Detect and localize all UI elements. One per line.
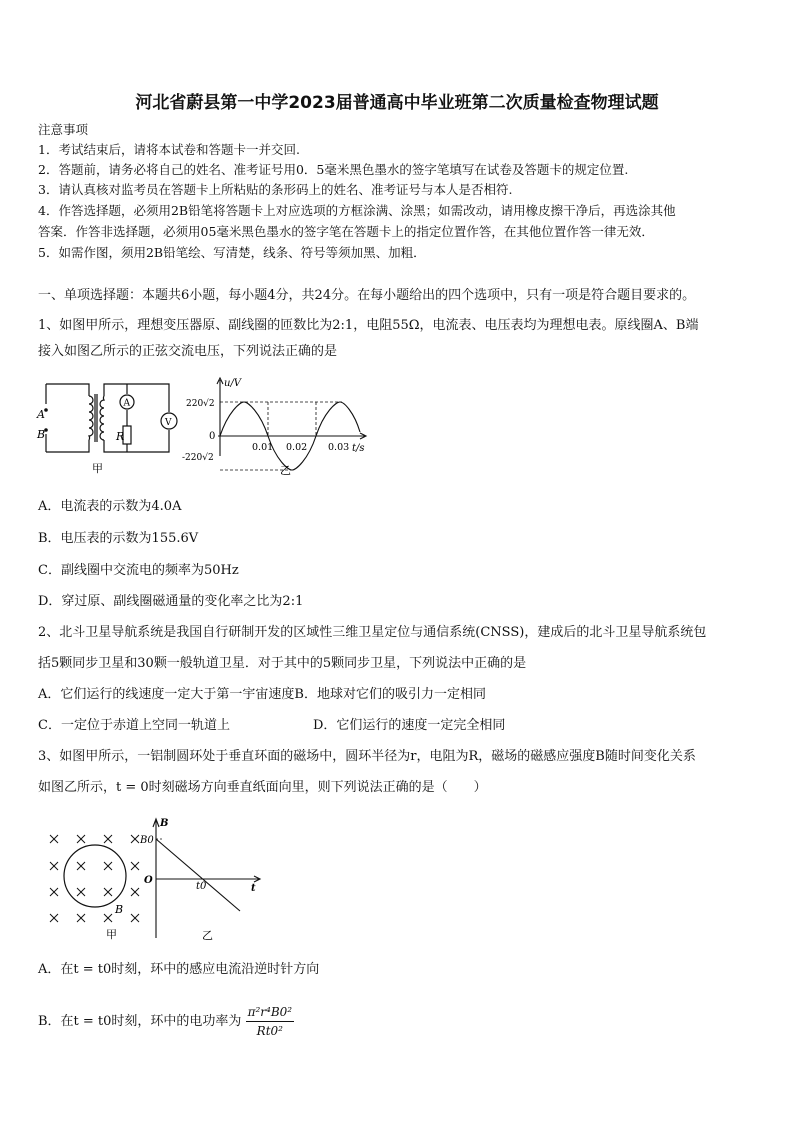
notice-item: 5．如需作图，须用2B铅笔绘、写清楚，线条、符号等须加黑、加粗． xyxy=(38,245,426,260)
q2-stem-line2: 括5颗同步卫星和30颗一般轨道卫星．对于其中的5颗同步卫星，下列说法中正确的是 xyxy=(38,656,527,671)
q2-options-ab xyxy=(38,687,486,703)
t-axis-label: t/s xyxy=(352,443,365,454)
t-axis-label: t xyxy=(251,883,256,894)
q1-stem-line1: 1、如图甲所示，理想变压器原、副线圈的匝数比为2:1，电阻55Ω，电流表、电压表均为理想电表。原线圈A、B端 xyxy=(38,318,699,333)
tick-origin: 0 xyxy=(209,431,216,442)
q1-circuit-diagram xyxy=(34,374,184,480)
q3-bt-graph xyxy=(140,815,270,943)
q1-stem-line2: 接入如图乙所示的正弦交流电压，下列说法正确的是 xyxy=(38,344,338,359)
resistor-label: R xyxy=(116,430,125,443)
b0-tick: B0 xyxy=(140,835,154,846)
t0-tick: t0 xyxy=(196,881,207,892)
fraction-numerator: π²r⁴B0² xyxy=(246,1004,295,1022)
fraction-denominator: Rt0² xyxy=(256,1024,283,1038)
notice-item: 答案．作答非选择题，必须用05毫米黑色墨水的签字笔在答题卡上的指定位置作答，在其他位置作答一律无效． xyxy=(38,224,654,239)
q2-option-d: D．它们运行的速度一定完全相同 xyxy=(313,718,506,733)
q2-option-c: C．一定位于赤道上空同一轨道上 xyxy=(38,718,230,733)
q1-option-d: D．穿过原、副线圈磁通量的变化率之比为2:1 xyxy=(38,594,304,609)
notice-item: 3．请认真核对监考员在答题卡上所粘贴的条形码上的姓名、准考证号与本人是否相符. xyxy=(38,182,513,197)
tick-neg-peak: -220√2 xyxy=(182,453,214,463)
q1-voltage-graph xyxy=(182,374,372,480)
page-title: 河北省蔚县第一中学2023届普通高中毕业班第二次质量检查物理试题 xyxy=(135,93,659,113)
figure-jia-label: 甲 xyxy=(106,928,117,941)
terminal-b-label: B xyxy=(37,428,46,441)
figure-yi-label: 乙 xyxy=(202,929,213,942)
section-heading: 一、单项选择题：本题共6小题，每小题4分，共24分。在每小题给出的四个选项中，只有一项是符合题目要求的。 xyxy=(38,288,696,303)
figure-jia-label: 甲 xyxy=(92,462,103,475)
q3-stem-line1: 3、如图甲所示，一铝制圆环处于垂直环面的磁场中，圆环半径为r，电阻为R，磁场的磁感应强度B随时间变化关系 xyxy=(38,749,696,764)
q3-option-b-text: B．在t = t0时刻，环中的电功率为 xyxy=(38,1014,242,1029)
origin-label: O xyxy=(144,875,153,886)
q3-stem-line2: 如图乙所示，t = 0时刻磁场方向垂直纸面向里，则下列说法正确的是（ ） xyxy=(38,780,487,795)
aluminum-ring xyxy=(64,845,126,907)
tick-0-02: 0.02 xyxy=(286,442,308,453)
tick-pos-peak: 220√2 xyxy=(186,399,215,409)
q2-stem-line1: 2、北斗卫星导航系统是我国自行研制开发的区域性三维卫星定位与通信系统(CNSS)，建成后的北斗卫星导航系统包 xyxy=(38,625,707,640)
notice-heading: 注意事项 xyxy=(38,122,89,137)
ring-b-label: B xyxy=(115,903,124,916)
power-fraction xyxy=(246,1004,295,1039)
notice-item: 1．考试结束后，请将本试卷和答题卡一并交回. xyxy=(38,142,300,157)
terminal-a-label: A xyxy=(37,408,45,421)
tick-0-01: 0.01 xyxy=(252,442,274,453)
voltmeter-label: V xyxy=(165,418,172,428)
q1-option-b: B．电压表的示数为155.6V xyxy=(38,531,199,546)
q3-option-a: A．在t = t0时刻，环中的感应电流沿逆时针方向 xyxy=(38,962,320,977)
q2-option-b: B．地球对它们的吸引力一定相同 xyxy=(294,687,486,702)
notice-item: 2．答题前，请务必将自己的姓名、准考证号用0．5毫米黑色墨水的签字笔填写在试卷及答题卡的规定位置. xyxy=(38,162,629,177)
q1-option-a: A．电流表的示数为4.0A xyxy=(38,499,182,514)
b-axis-label: B xyxy=(160,818,169,829)
q3-option-b xyxy=(38,1004,294,1039)
q2-option-a: A．它们运行的线速度一定大于第一宇宙速度 xyxy=(38,687,295,702)
q1-option-c: C．副线圈中交流电的频率为50Hz xyxy=(38,563,239,578)
figure-yi-label: 乙 xyxy=(280,464,291,477)
notice-item: 4．作答选择题，必须用2B铅笔将答题卡上对应选项的方框涂满、涂黑；如需改动，请用橡皮擦干净后，再选涂其他 xyxy=(38,203,676,218)
tick-0-03: 0.03 xyxy=(328,442,350,453)
u-axis-label: u/V xyxy=(224,378,242,389)
ammeter-label: A xyxy=(123,398,130,409)
